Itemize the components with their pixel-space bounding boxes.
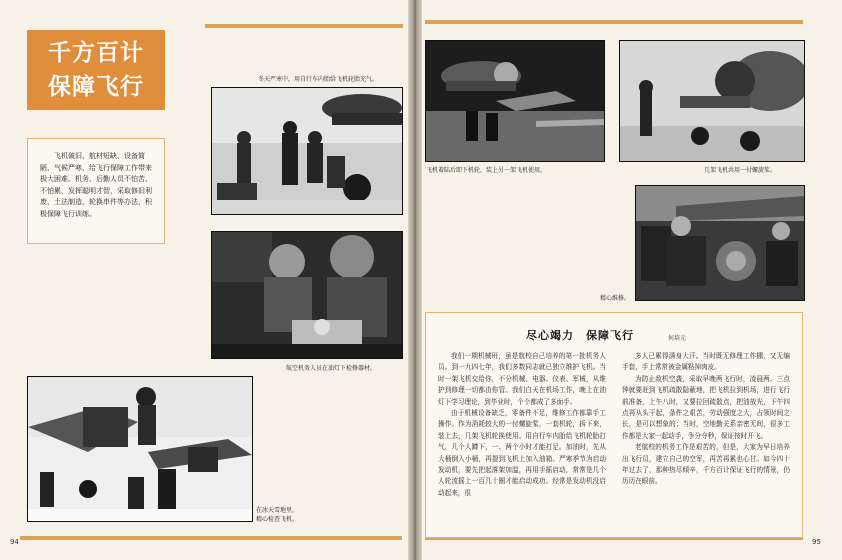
photo-careful-repair [635, 185, 805, 301]
section-title-line2: 保障飞行 [48, 74, 144, 100]
article-paragraph: 为防止敌机空袭，采取早晚两飞行时，凌晨两、三点钟就要赶到飞机疏散隐蔽地，把飞机拉到机场，进行飞行前准备，上午八时，又要拉回疏散点，把油放光，下午四点再从头干起，条件之艰苦，劳动强度之大，占领时间之长，是可以想象的；当时，空地勤关系亲密无间，很多工作都是大家一起动手，争分夺秒，保证按时开飞。 [622, 374, 790, 440]
article-title: 尽心竭力 保障飞行 [526, 329, 634, 342]
intro-text: 飞机破旧、航材短缺、设备简陋、气候严寒，给飞行保障工作带来极大困难。机务、后勤人员不怕苦、不怕累，发挥聪明才智，采取修旧利废、土法制造、轮换串件等办法，积极保障飞行训练。 [27, 138, 165, 244]
caption-swap-parts: 飞机着陆后即下机轮，装上另一架飞机使用。 [426, 167, 547, 174]
caption-snow-planes: 在冰天雪地里， 精心检查飞机。 [256, 507, 299, 523]
article-box [425, 312, 803, 538]
caption-lamp-repair: 航空机务人员在油灯下检修器材。 [286, 365, 377, 372]
page-number-right: 95 [812, 538, 821, 546]
photo-propeller [619, 40, 805, 162]
book-gutter [408, 0, 422, 560]
page-number-left: 94 [10, 538, 19, 546]
bottom-rule-left [20, 536, 402, 540]
top-rule-right [425, 20, 803, 24]
photo-snow-maintenance [211, 87, 403, 215]
caption-propeller: 几架飞机共用一付螺旋桨。 [704, 167, 777, 174]
photo-snow-planes [27, 376, 253, 522]
top-rule-left [205, 24, 403, 28]
caption-snow-maintenance: 冬天严寒中，用自行车内胎给飞机轮胎充气。 [258, 76, 379, 83]
article-paragraph: 老航校的机务工作是艰苦的，但是，大家为早日培养出飞行员，建立自己的空军，再苦再累也心甘。如今四十年过去了，那种热尽倾辛，千方百计保证飞行的情景，仍历历在眼前。 [622, 443, 790, 486]
section-title-line1: 千方百计 [48, 40, 144, 66]
article-paragraph: 由于机械设备缺乏，零备件不足，维修工作都靠手工操作。作为消耗较大的一付螺旋桨，一套机轮，拆下来，装上去，几架飞机轮换使用。用自行车内胎给飞机轮胎打气，几个人蹲下，一、两个小时才能打足。加油时，先从大桶倒入小桶，再提到飞机上加入油箱。严寒季节为启动发动机，要先把起落架加温，再用手摇启动，常常是几个人轮流摇上一百几十圈才能启动成功。经常是发动机没启动起来，很 [438, 409, 606, 497]
caption-careful-repair: 精心维修。 [600, 295, 631, 302]
article-author: 何培元 [668, 335, 687, 342]
section-title-box [27, 30, 165, 110]
article-column-2 [622, 351, 790, 488]
article-column-1 [438, 351, 606, 499]
article-paragraph: 我们一期机械班，虽是航校自己培养的第一批机务人员。到一九四七年，我们多数同志就已独立维护飞机。当时一架飞机交给你，不分机械、电器、仪表、军械，从维护到修理一切都由你管。我们白天在机场工作，晚上在油灯下学习理论，到毕业时，个个都成了多面手。 [438, 352, 606, 406]
photo-swap-parts [425, 40, 605, 162]
photo-lamp-repair [211, 231, 403, 359]
article-paragraph: 多人已累得满身大汗。当时既无修理工作棚，又无编手套，手上常常被金属粘掉肉皮。 [622, 352, 790, 372]
